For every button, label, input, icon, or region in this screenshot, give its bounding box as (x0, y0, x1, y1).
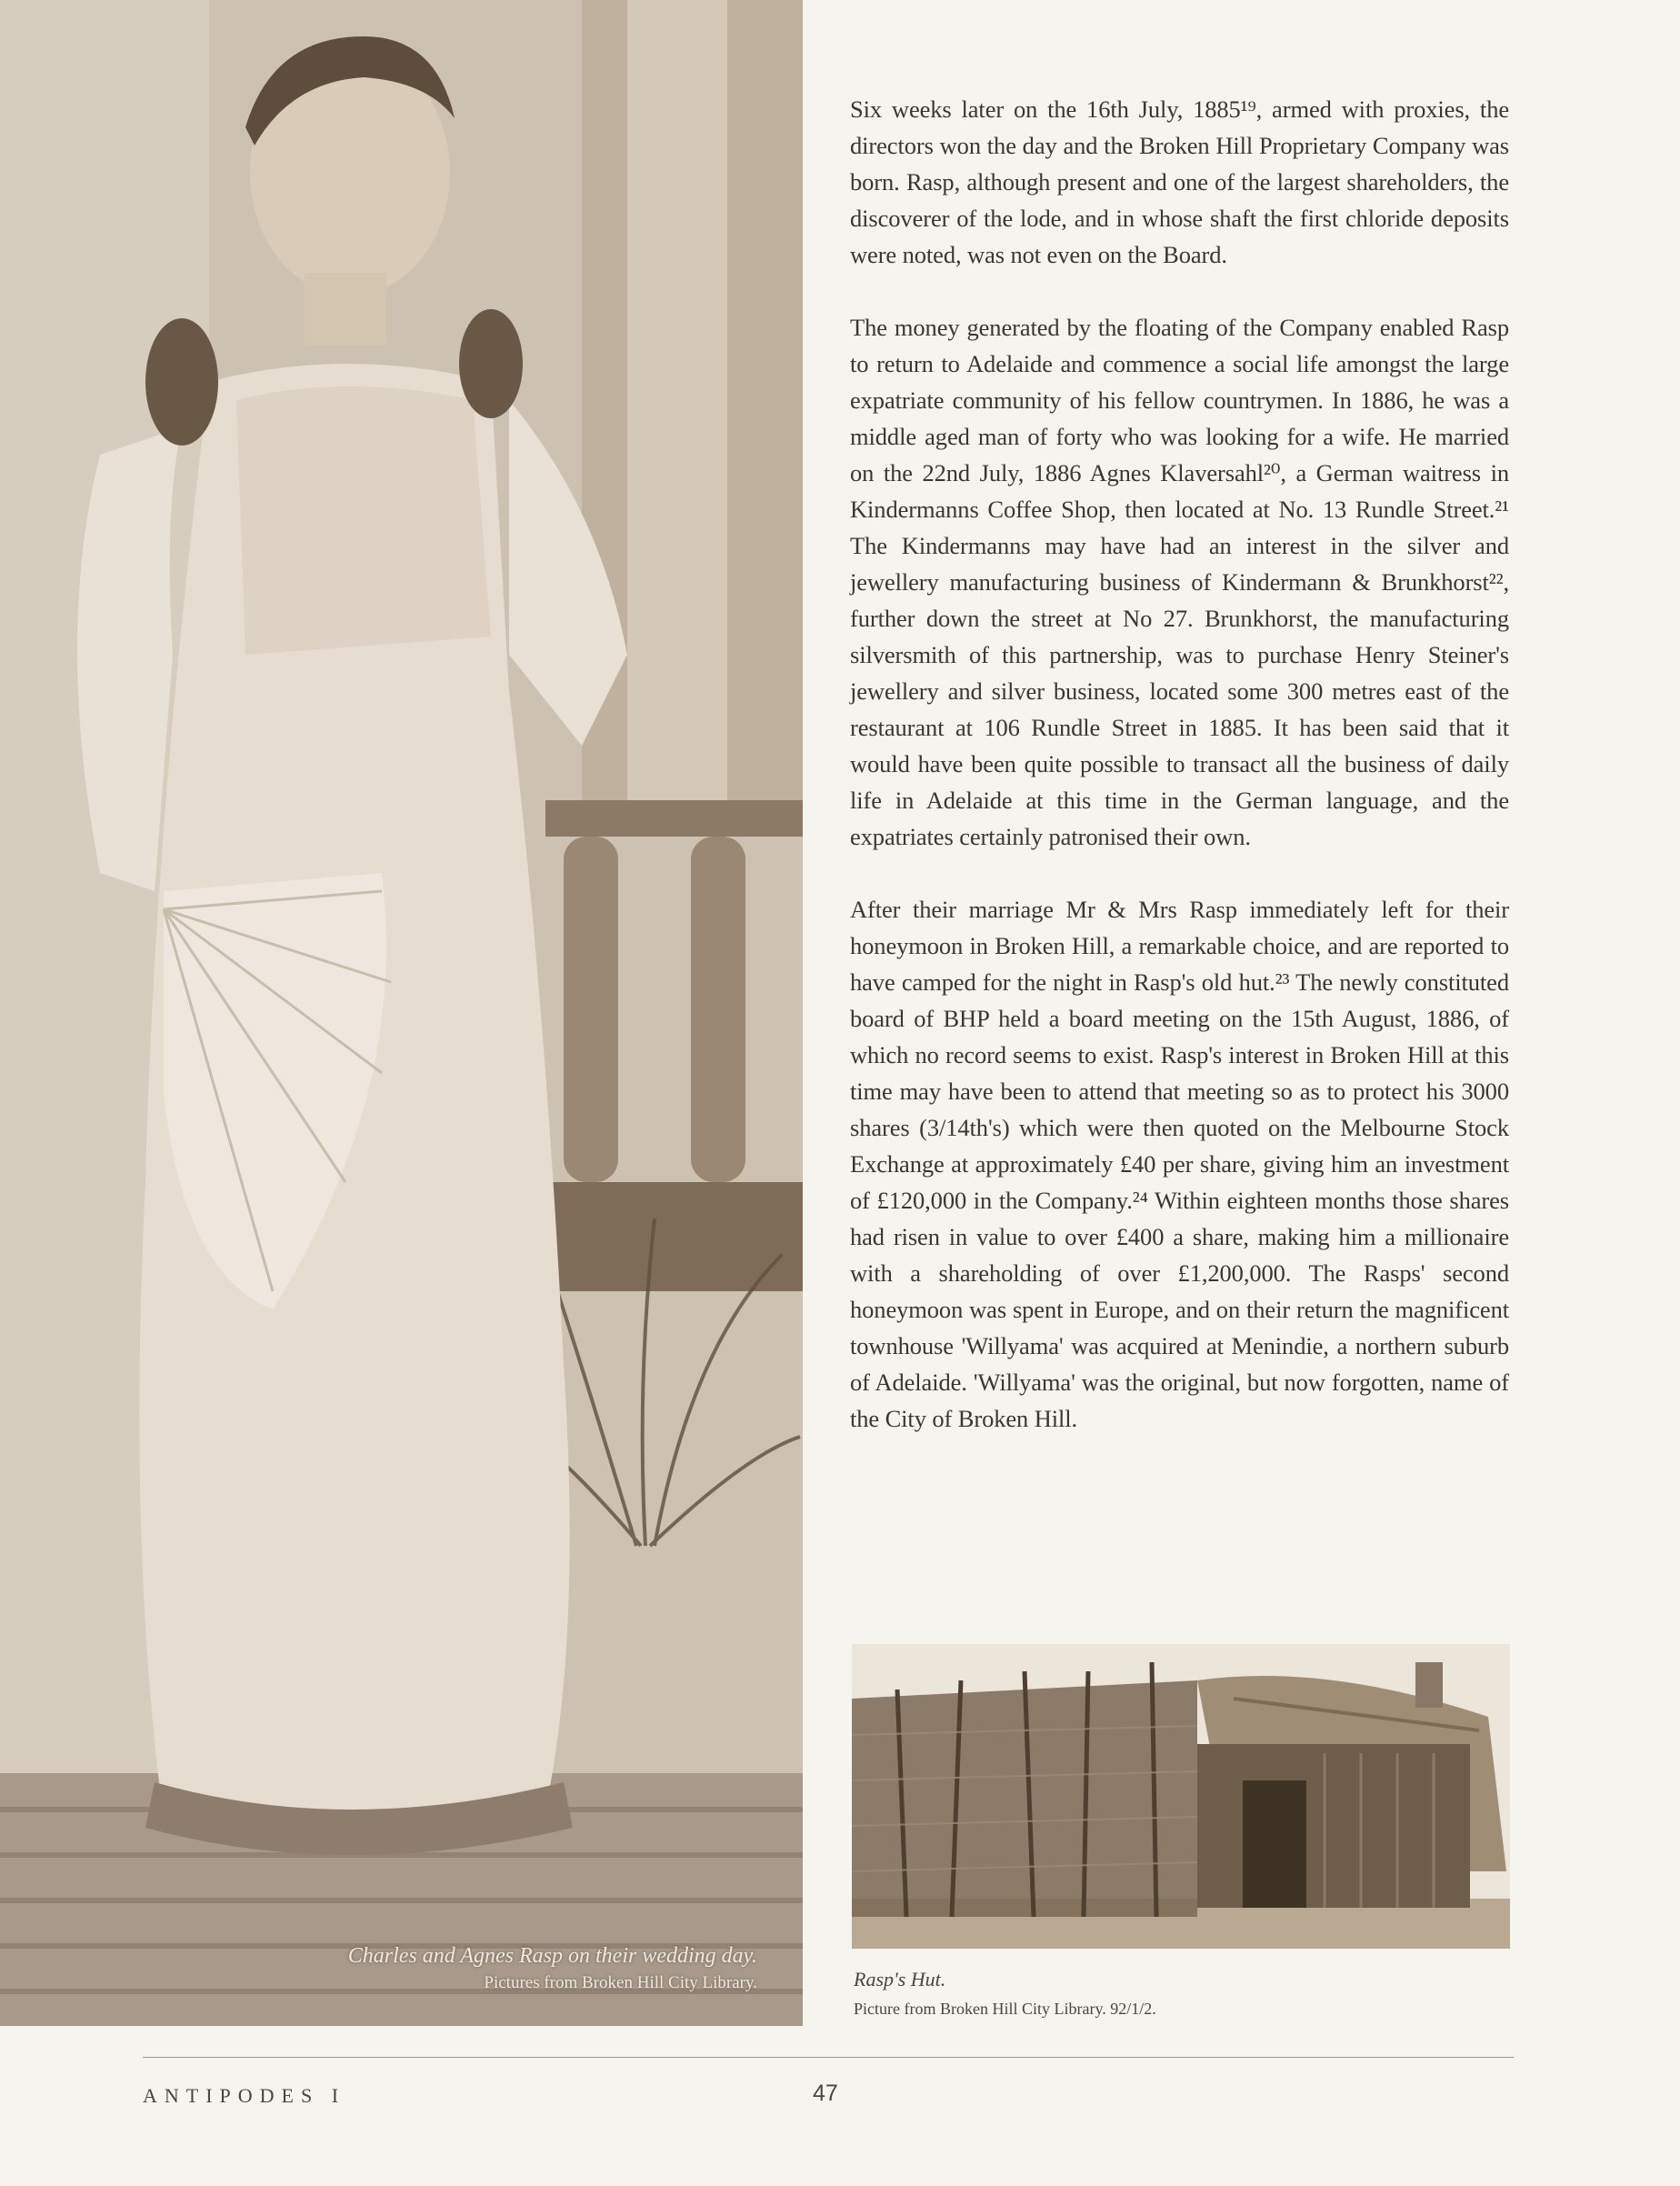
hut-photo-caption-source: Picture from Broken Hill City Library. 92/1/2. (854, 2000, 1156, 2018)
wedding-photo-caption-source: Pictures from Broken Hill City Library. (484, 1973, 757, 1992)
paragraph: After their marriage Mr & Mrs Rasp immediately left for their honeymoon in Broken Hill, a remarkable choice, and are reported to have camped for the night in Rasp's old hut.²³ The newly constituted board of BHP held a board meeting on the 15th August, 1886, of which no record seems to exist. Rasp's interest in Broken Hill at this time may have been to attend that meeting so as to protect his 3000 shares (3/14th's) which were then quoted on the Melbourne Stock Exchange at approximately £40 per share, giving him an investment of £120,000 in the Company.²⁴ Within eighteen months those shares had risen in value to over £400 a share, making him a millionaire with a shareholding of over £1,200,000. The Rasps' second honeymoon was spent in Europe, and on their return the magnificent townhouse 'Willyama' was acquired at Menindie, a northern suburb of Adelaide. 'Willyama' was the original, but now forgotten, name of the City of Broken Hill. (850, 896, 1509, 1432)
footer-divider (143, 2057, 1514, 2058)
wedding-photo (0, 0, 803, 2026)
paragraph: The money generated by the floating of the Company enabled Rasp to return to Adelaide and commence a social life amongst the large expatriate community of his fellow countrymen. In 1886, he was a middle aged man of forty who was looking for a wife. He married on the 22nd July, 1886 Agnes Klaversahl²⁰, a German waitress in Kindermanns Coffee Shop, then located at No. 13 Rundle Street.²¹ The Kindermanns may have had an interest in the silver and jewellery manufacturing business of Kindermann & Brunkhorst²², further down the street at No 27. Brunkhorst, the manufacturing silversmith of this partnership, was to purchase Henry Steiner's jewellery and silver business, located some 300 metres east of the restaurant at 106 Rundle Street in 1885. It has been said that it would have been quite possible to transact all the business of daily life in Adelaide at this time in the German language, and the expatriates certainly patronised their own. (850, 314, 1509, 850)
wedding-photo-illustration (0, 0, 803, 2026)
hut-photo-caption-title: Rasp's Hut. (854, 1968, 946, 1990)
hut-photo-illustration (852, 1644, 1510, 1949)
hut-photo-caption (854, 1964, 1156, 2022)
hut-photo (852, 1644, 1510, 1949)
paragraph: Six weeks later on the 16th July, 1885¹⁹, armed with proxies, the directors won the day and the Broken Hill Proprietary Company was born. Rasp, although present and one of the largest shareholders, the discoverer of the lode, and in whose shaft the first chloride deposits were noted, was not even on the Board. (850, 95, 1509, 268)
journal-name: ANTIPODES I (143, 2084, 346, 2107)
article-body (850, 91, 1509, 1437)
wedding-photo-caption (348, 1941, 757, 1996)
page-number: 47 (813, 2081, 838, 2106)
wedding-photo-caption-title: Charles and Agnes Rasp on their wedding day. (347, 1944, 757, 1968)
